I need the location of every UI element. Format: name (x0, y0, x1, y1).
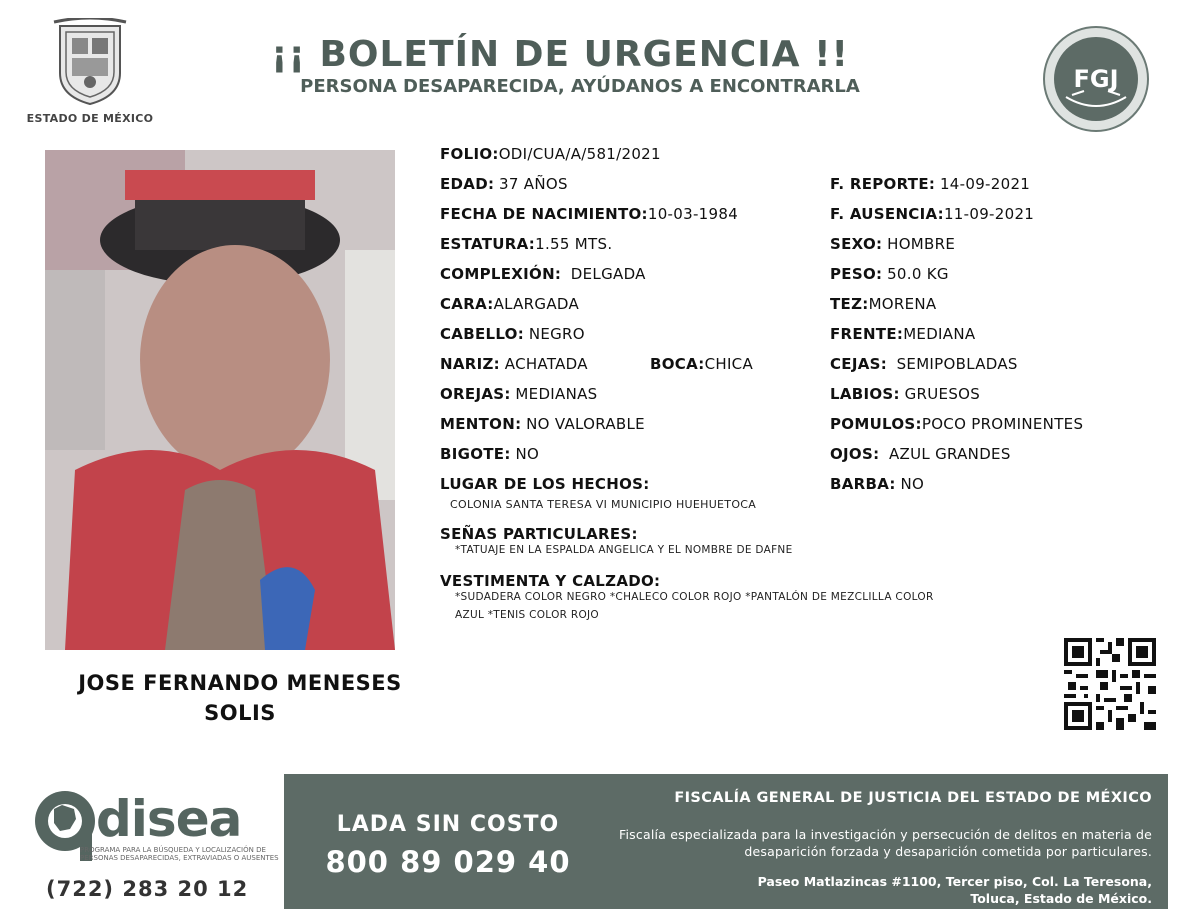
field-cejas-value: SEMIPOBLADAS (896, 355, 1018, 373)
odisea-phone[interactable]: (722) 283 20 12 (46, 877, 249, 901)
field-f-ausencia-label: F. AUSENCIA: (830, 205, 944, 223)
field-labios (830, 385, 980, 403)
field-fecha-nacimiento-value: 10-03-1984 (647, 205, 739, 223)
field-nariz-label: NARIZ: (440, 355, 500, 373)
field-complexion-value: DELGADA (570, 265, 646, 283)
lada-phone-number[interactable]: 800 89 029 40 (325, 845, 571, 879)
field-nariz-value: ACHATADA (504, 355, 588, 373)
field-fecha-nacimiento (440, 205, 738, 223)
field-labios-label: LABIOS: (830, 385, 900, 403)
coat-of-arms-icon (50, 18, 130, 108)
field-cabello-label: CABELLO: (440, 325, 525, 343)
field-bigote-label: BIGOTE: (440, 445, 511, 463)
field-tez-label: TEZ: (830, 295, 869, 313)
field-vestimenta-label: VESTIMENTA Y CALZADO: (440, 572, 661, 590)
field-senas-value: *TATUAJE EN LA ESPALDA ANGELICA Y EL NOMBRE DE DAFNE (455, 544, 793, 556)
field-peso-value: 50.0 KG (887, 265, 949, 283)
field-estatura-label: ESTATURA: (440, 235, 536, 253)
photo-placeholder (45, 150, 395, 650)
field-folio-value: ODI/CUA/A/581/2021 (498, 145, 661, 163)
field-complexion (440, 265, 646, 283)
field-senas (440, 525, 638, 543)
page-title: ¡¡ BOLETÍN DE URGENCIA !! (271, 34, 849, 75)
field-estatura-value: 1.55 MTS. (535, 235, 613, 253)
field-folio-label: FOLIO: (440, 145, 499, 163)
field-nariz (440, 355, 588, 373)
qr-code[interactable] (1064, 638, 1156, 730)
lada-sin-costo-title: LADA SIN COSTO (336, 812, 560, 837)
field-sexo-value: HOMBRE (887, 235, 956, 253)
fgj-logo-text: FGJ (1073, 65, 1119, 93)
field-f-ausencia-value: 11-09-2021 (943, 205, 1035, 223)
field-f-reporte-label: F. REPORTE: (830, 175, 936, 193)
field-edad (440, 175, 568, 193)
person-name (45, 668, 435, 728)
field-vestimenta (440, 572, 660, 590)
field-tez (830, 295, 937, 313)
field-f-reporte-value: 14-09-2021 (939, 175, 1031, 193)
field-sexo (830, 235, 955, 253)
field-frente-label: FRENTE: (830, 325, 904, 343)
field-cara (440, 295, 579, 313)
person-name-line2: SOLIS (204, 701, 276, 725)
field-cabello (440, 325, 585, 343)
odisea-block (30, 780, 280, 910)
odisea-wordmark: disea (96, 790, 242, 848)
field-edad-value: 37 AÑOS (499, 175, 568, 193)
fgjem-description: Fiscalía especializada para la investigación y persecución de delitos en materia de desaparición forzada y desaparición cometida por particulares. (619, 827, 1152, 859)
field-edad-label: EDAD: (440, 175, 495, 193)
fgj-logo (1042, 25, 1150, 133)
field-estatura (440, 235, 612, 253)
field-f-reporte (830, 175, 1030, 193)
field-ojos-label: OJOS: (830, 445, 880, 463)
field-cabello-value: NEGRO (528, 325, 585, 343)
field-folio (440, 145, 661, 163)
fgj-seal-icon (1042, 25, 1150, 133)
estado-de-mexico-caption: ESTADO DE MÉXICO (26, 112, 154, 125)
field-bigote-value: NO (515, 445, 540, 463)
field-lugar-label: LUGAR DE LOS HECHOS: (440, 475, 650, 493)
field-boca-label: BOCA: (650, 355, 705, 373)
field-tez-value: MORENA (868, 295, 937, 313)
field-menton-label: MENTON: (440, 415, 522, 433)
fgjem-title: FISCALÍA GENERAL DE JUSTICIA DEL ESTADO DE MÉXICO (674, 790, 1152, 806)
field-barba-label: BARBA: (830, 475, 896, 493)
field-menton (440, 415, 645, 433)
address-line1: Paseo Matlazincas #1100, Tercer piso, Col. La Teresona, (757, 874, 1152, 889)
field-ojos (830, 445, 1011, 463)
field-pomulos-value: POCO PROMINENTES (921, 415, 1084, 433)
field-cara-value: ALARGADA (493, 295, 580, 313)
field-barba (830, 475, 924, 493)
field-sexo-label: SEXO: (830, 235, 883, 253)
field-vestimenta-value-line1: *SUDADERA COLOR NEGRO *CHALECO COLOR ROJO *PANTALÓN DE MEZCLILLA COLOR (455, 591, 934, 603)
field-complexion-label: COMPLEXIÓN: (440, 265, 562, 283)
field-labios-value: GRUESOS (904, 385, 981, 403)
footer-band (284, 774, 1168, 909)
field-senas-label: SEÑAS PARTICULARES: (440, 525, 638, 543)
field-lugar-value: COLONIA SANTA TERESA VI MUNICIPIO HUEHUETOCA (450, 498, 757, 511)
field-f-ausencia (830, 205, 1034, 223)
field-cejas (830, 355, 1018, 373)
field-lugar (440, 475, 650, 493)
field-boca-value: CHICA (704, 355, 754, 373)
field-vestimenta-value-line2: AZUL *TENIS COLOR ROJO (455, 609, 599, 621)
field-pomulos-label: POMULOS: (830, 415, 922, 433)
field-frente-value: MEDIANA (903, 325, 976, 343)
field-peso-label: PESO: (830, 265, 883, 283)
field-fecha-nacimiento-label: FECHA DE NACIMIENTO: (440, 205, 648, 223)
field-bigote (440, 445, 539, 463)
field-menton-value: NO VALORABLE (526, 415, 645, 433)
field-cejas-label: CEJAS: (830, 355, 888, 373)
field-frente (830, 325, 975, 343)
estado-de-mexico-logo (25, 18, 155, 133)
field-cara-label: CARA: (440, 295, 494, 313)
person-photo (45, 150, 395, 650)
field-orejas-label: OREJAS: (440, 385, 511, 403)
field-orejas (440, 385, 597, 403)
qr-code-icon (1064, 638, 1156, 730)
field-pomulos (830, 415, 1083, 433)
odisea-description: PROGRAMA PARA LA BÚSQUEDA Y LOCALIZACIÓN DE PERSONAS DESAPARECIDAS, EXTRAVIADAS O AUSENTES (80, 846, 279, 862)
person-name-line1: JOSE FERNANDO MENESES (78, 671, 402, 695)
fgjem-address (592, 873, 1152, 907)
address-line2: Toluca, Estado de México. (970, 891, 1152, 906)
field-ojos-value: AZUL GRANDES (888, 445, 1011, 463)
field-barba-value: NO (900, 475, 925, 493)
field-boca (650, 355, 753, 373)
field-orejas-value: MEDIANAS (515, 385, 598, 403)
field-peso (830, 265, 949, 283)
page-subtitle: PERSONA DESAPARECIDA, AYÚDANOS A ENCONTRARLA (300, 76, 860, 97)
